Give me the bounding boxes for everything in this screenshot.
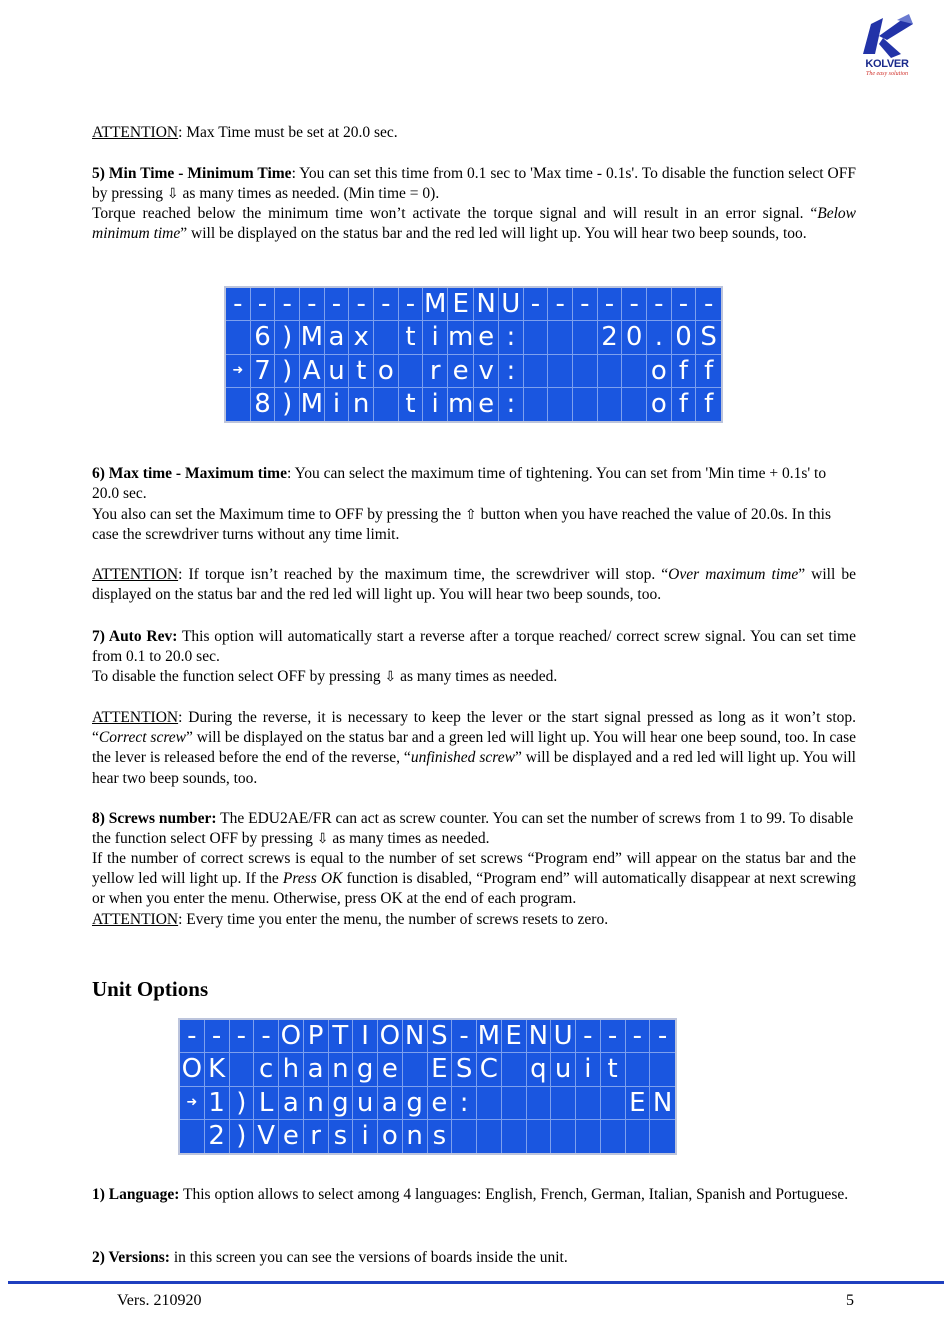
lcd-cell: - bbox=[325, 288, 350, 321]
down-arrow-icon: ⇩ bbox=[316, 831, 329, 848]
lcd-cell: 6 bbox=[251, 321, 276, 354]
lcd-cell: - bbox=[524, 288, 549, 321]
lcd-cell: - bbox=[573, 288, 598, 321]
cursor-arrow-icon: ➜ bbox=[226, 355, 251, 388]
lcd-cell: 2 bbox=[205, 1120, 230, 1153]
footer-page-number: 5 bbox=[846, 1292, 854, 1309]
lcd-cell bbox=[226, 388, 251, 421]
lcd-cell: - bbox=[598, 288, 623, 321]
lcd-cell bbox=[626, 1120, 651, 1153]
lcd-cell bbox=[626, 1053, 651, 1086]
lcd-cell: i bbox=[423, 388, 448, 421]
lcd-cell: S bbox=[452, 1053, 477, 1086]
lcd-cell: a bbox=[279, 1087, 304, 1120]
lcd-cell: ) bbox=[275, 355, 300, 388]
lcd-cell bbox=[551, 1120, 576, 1153]
lcd-cell bbox=[548, 321, 573, 354]
auto-rev-disable: To disable the function select OFF by pressing ⇩ as many times as needed. bbox=[92, 668, 558, 685]
lcd-cell: U bbox=[551, 1020, 576, 1053]
lcd-cell: M bbox=[423, 288, 448, 321]
lcd-cell: ) bbox=[230, 1087, 255, 1120]
unit-options-heading: Unit Options bbox=[92, 977, 209, 1001]
lcd-cell: t bbox=[399, 321, 424, 354]
lcd-cell bbox=[452, 1120, 477, 1153]
lcd-cell: S bbox=[696, 321, 721, 354]
lcd-cell: . bbox=[647, 321, 672, 354]
lcd-cell: i bbox=[423, 321, 448, 354]
lcd-cell: - bbox=[576, 1020, 601, 1053]
lcd-cell: ) bbox=[275, 321, 300, 354]
lcd-cell: - bbox=[374, 288, 399, 321]
lcd-cell bbox=[180, 1120, 205, 1153]
lcd-cell bbox=[601, 1120, 626, 1153]
lcd-cell: N bbox=[403, 1020, 428, 1053]
lcd-cell: O bbox=[180, 1053, 205, 1086]
lcd-cell: r bbox=[304, 1120, 329, 1153]
lcd-cell bbox=[524, 388, 549, 421]
lcd-cell: s bbox=[329, 1120, 354, 1153]
lcd-cell: - bbox=[230, 1020, 255, 1053]
lcd-cell: O bbox=[378, 1020, 403, 1053]
lcd-cell: E bbox=[428, 1053, 453, 1086]
lcd-cell: : bbox=[499, 321, 524, 354]
lcd-cell: V bbox=[254, 1120, 279, 1153]
lcd-cell: x bbox=[349, 321, 374, 354]
lcd-cell bbox=[598, 388, 623, 421]
lcd-cell: f bbox=[696, 355, 721, 388]
lcd-cell: ) bbox=[230, 1120, 255, 1153]
lcd-cell: - bbox=[548, 288, 573, 321]
lcd-cell: - bbox=[672, 288, 697, 321]
lcd-cell bbox=[650, 1120, 675, 1153]
lcd-cell: C bbox=[477, 1053, 502, 1086]
lcd-cell bbox=[650, 1053, 675, 1086]
lcd-cell: m bbox=[448, 321, 474, 354]
footer-version: Vers. 210920 bbox=[117, 1292, 202, 1309]
cursor-arrow-icon: ➜ bbox=[180, 1087, 205, 1120]
down-arrow-icon: ⇩ bbox=[166, 186, 179, 203]
lcd-cell bbox=[573, 388, 598, 421]
lcd-cell: e bbox=[474, 388, 499, 421]
max-time-paragraph: 6) Max time - Maximum time: You can select the maximum time of tightening. You can set from 'Min time + 0.1s' to 20.0 sec. bbox=[92, 465, 827, 503]
lcd-cell: ) bbox=[275, 388, 300, 421]
lcd-cell: - bbox=[226, 288, 251, 321]
lcd-cell bbox=[622, 388, 647, 421]
lcd-cell: t bbox=[349, 355, 374, 388]
lcd-cell: - bbox=[696, 288, 721, 321]
logo-brand-text: KOLVER bbox=[865, 58, 909, 70]
lcd-cell bbox=[548, 388, 573, 421]
lcd-cell: s bbox=[428, 1120, 453, 1153]
lcd-cell: t bbox=[601, 1053, 626, 1086]
lcd-cell: c bbox=[254, 1053, 279, 1086]
lcd-cell: a bbox=[325, 321, 350, 354]
lcd-cell bbox=[573, 355, 598, 388]
program-end-paragraph: If the number of correct screws is equal to the number of set screws “Program end” will appear on the status bar and the yellow led will light up. If the Press OK function is disabled, “Program end” will automatically disappear at next screwing or when you enter the menu. Otherwise, press OK at the end of each program. bbox=[92, 850, 856, 908]
lcd-cell: e bbox=[448, 355, 474, 388]
lcd-cell: e bbox=[474, 321, 499, 354]
logo-tagline: The easy solution bbox=[866, 71, 908, 77]
lcd-cell: 8 bbox=[251, 388, 276, 421]
lcd-cell: g bbox=[403, 1087, 428, 1120]
lcd-cell: v bbox=[474, 355, 499, 388]
lcd-cell: - bbox=[275, 288, 300, 321]
lcd-cell: A bbox=[300, 355, 325, 388]
lcd-cell bbox=[527, 1087, 552, 1120]
lcd-cell: n bbox=[403, 1120, 428, 1153]
lcd-cell bbox=[374, 388, 399, 421]
lcd-cell: e bbox=[378, 1053, 403, 1086]
lcd-cell: i bbox=[576, 1053, 601, 1086]
versions-paragraph: 2) Versions: in this screen you can see the versions of boards inside the unit. bbox=[92, 1249, 568, 1266]
lcd-cell: i bbox=[353, 1120, 378, 1153]
lcd-cell: 0 bbox=[622, 321, 647, 354]
menu-lcd-display bbox=[224, 286, 723, 423]
lcd-cell: : bbox=[499, 388, 524, 421]
lcd-cell: f bbox=[672, 388, 697, 421]
up-arrow-icon: ⇧ bbox=[465, 507, 477, 523]
lcd-cell: g bbox=[353, 1053, 378, 1086]
lcd-cell: u bbox=[353, 1087, 378, 1120]
lcd-cell: S bbox=[428, 1020, 453, 1053]
lcd-cell: K bbox=[205, 1053, 230, 1086]
lcd-cell bbox=[598, 355, 623, 388]
lcd-cell: - bbox=[300, 288, 325, 321]
lcd-cell: h bbox=[279, 1053, 304, 1086]
lcd-cell: M bbox=[300, 321, 325, 354]
lcd-cell: i bbox=[325, 388, 350, 421]
lcd-cell: - bbox=[626, 1020, 651, 1053]
lcd-cell bbox=[524, 321, 549, 354]
lcd-cell: a bbox=[378, 1087, 403, 1120]
lcd-cell: N bbox=[527, 1020, 552, 1053]
lcd-cell: f bbox=[704, 389, 714, 420]
lcd-cell bbox=[573, 321, 598, 354]
lcd-cell: o bbox=[647, 388, 672, 421]
screws-number-paragraph: 8) Screws number: The EDU2AE/FR can act as screw counter. You can set the number of screws from 1 to 99. To disable the function select OFF by pressing ⇩ as many times as needed. bbox=[92, 810, 854, 848]
language-paragraph: 1) Language: This option allows to select among 4 languages: English, French, German, Italian, Spanish and Portuguese. bbox=[92, 1186, 849, 1203]
lcd-cell: e bbox=[428, 1087, 453, 1120]
lcd-cell: - bbox=[452, 1020, 477, 1053]
lcd-cell: - bbox=[205, 1020, 230, 1053]
lcd-cell: E bbox=[448, 288, 474, 321]
lcd-cell: - bbox=[349, 288, 374, 321]
lcd-cell: o bbox=[374, 355, 399, 388]
lcd-cell: f bbox=[672, 355, 697, 388]
lcd-cell: T bbox=[329, 1020, 354, 1053]
lcd-cell: L bbox=[254, 1087, 279, 1120]
lcd-cell bbox=[502, 1087, 527, 1120]
lcd-cell bbox=[622, 355, 647, 388]
lcd-cell: E bbox=[626, 1087, 651, 1120]
lcd-cell: : bbox=[499, 355, 524, 388]
attention-screws-reset: ATTENTION: Every time you enter the menu, the number of screws resets to zero. bbox=[92, 911, 609, 928]
lcd-cell: o bbox=[378, 1120, 403, 1153]
lcd-cell bbox=[226, 321, 251, 354]
footer-divider bbox=[8, 1281, 944, 1284]
lcd-cell: - bbox=[650, 1020, 675, 1053]
lcd-cell: u bbox=[551, 1053, 576, 1086]
lcd-cell bbox=[551, 1087, 576, 1120]
auto-rev-paragraph: 7) Auto Rev: This option will automatically start a reverse after a torque reached/ correct screw signal. You can set time from 0.1 to 20.0 sec. bbox=[92, 628, 856, 666]
lcd-cell: : bbox=[452, 1087, 477, 1120]
lcd-cell bbox=[477, 1087, 502, 1120]
kolver-logo bbox=[857, 14, 917, 84]
lcd-cell: - bbox=[622, 288, 647, 321]
lcd-cell: - bbox=[180, 1020, 205, 1053]
lcd-cell bbox=[403, 1053, 428, 1086]
lcd-cell bbox=[399, 355, 424, 388]
lcd-cell: o bbox=[647, 355, 672, 388]
lcd-cell bbox=[230, 1053, 255, 1086]
lcd-cell bbox=[601, 1087, 626, 1120]
lcd-cell: U bbox=[499, 288, 524, 321]
attention-reverse: ATTENTION: During the reverse, it is necessary to keep the lever or the start signal pressed as long as it won’t stop. “Correct screw” will be displayed on the status bar and a green led will light up. You will hear one beep sound, too. In case the lever is released before the end of the reverse, “unfinished screw” will be displayed and a red led will light up. You will hear two beep sounds, too. bbox=[92, 709, 856, 787]
lcd-cell: n bbox=[329, 1053, 354, 1086]
lcd-cell: 2 bbox=[598, 321, 623, 354]
lcd-cell: - bbox=[399, 288, 424, 321]
lcd-cell: I bbox=[353, 1020, 378, 1053]
lcd-cell: O bbox=[279, 1020, 304, 1053]
attention-over-max: ATTENTION: If torque isn’t reached by the maximum time, the screwdriver will stop. “Over maximum time” will be displayed on the status bar and the red led will light up. You will hear two beep sounds, too. bbox=[92, 566, 856, 604]
lcd-cell bbox=[576, 1120, 601, 1153]
lcd-cell: 7 bbox=[251, 355, 276, 388]
lcd-cell: a bbox=[304, 1053, 329, 1086]
lcd-cell: - bbox=[601, 1020, 626, 1053]
lcd-cell: u bbox=[325, 355, 350, 388]
options-lcd-display bbox=[178, 1018, 677, 1155]
lcd-cell bbox=[548, 355, 573, 388]
lcd-cell bbox=[527, 1120, 552, 1153]
lcd-cell bbox=[576, 1087, 601, 1120]
lcd-cell: q bbox=[527, 1053, 552, 1086]
lcd-cell: - bbox=[254, 1020, 279, 1053]
lcd-cell: M bbox=[477, 1020, 502, 1053]
lcd-cell: e bbox=[279, 1120, 304, 1153]
attention-max-time: ATTENTION: Max Time must be set at 20.0 sec. bbox=[92, 124, 398, 141]
lcd-cell: - bbox=[647, 288, 672, 321]
lcd-cell: M bbox=[300, 389, 324, 420]
lcd-cell: g bbox=[329, 1087, 354, 1120]
lcd-cell: - bbox=[251, 288, 276, 321]
lcd-cell: t bbox=[399, 388, 424, 421]
lcd-cell: N bbox=[474, 288, 499, 321]
lcd-cell bbox=[502, 1120, 527, 1153]
lcd-cell: r bbox=[423, 355, 448, 388]
lcd-cell bbox=[374, 321, 399, 354]
lcd-cell: N bbox=[650, 1087, 675, 1120]
min-time-error-paragraph: Torque reached below the minimum time won’t activate the torque signal and will result in an error signal. “Below minimum time” will be displayed on the status bar and the red led will light up. You will hear two beep sounds, too. bbox=[92, 205, 856, 243]
lcd-cell: n bbox=[304, 1087, 329, 1120]
lcd-cell: m bbox=[448, 389, 474, 420]
max-time-off-paragraph: You also can set the Maximum time to OFF by pressing the ⇧ button when you have reached the value of 20.0s. In this case the screwdriver turns without any time limit. bbox=[92, 506, 831, 544]
lcd-cell: 0 bbox=[672, 321, 697, 354]
lcd-cell bbox=[524, 355, 549, 388]
lcd-cell bbox=[502, 1053, 527, 1086]
kolver-k-icon bbox=[857, 14, 917, 60]
lcd-cell bbox=[477, 1120, 502, 1153]
lcd-cell: P bbox=[304, 1020, 329, 1053]
min-time-paragraph: 5) Min Time - Minimum Time: You can set this time from 0.1 sec to 'Max time - 0.1s'. To disable the function select OFF by pressing ⇩ as many times as needed. (Min time = 0). bbox=[92, 165, 856, 203]
lcd-cell: n bbox=[349, 388, 374, 421]
down-arrow-icon: ⇩ bbox=[384, 669, 397, 685]
lcd-cell: 1 bbox=[205, 1087, 230, 1120]
lcd-cell: E bbox=[502, 1020, 527, 1053]
